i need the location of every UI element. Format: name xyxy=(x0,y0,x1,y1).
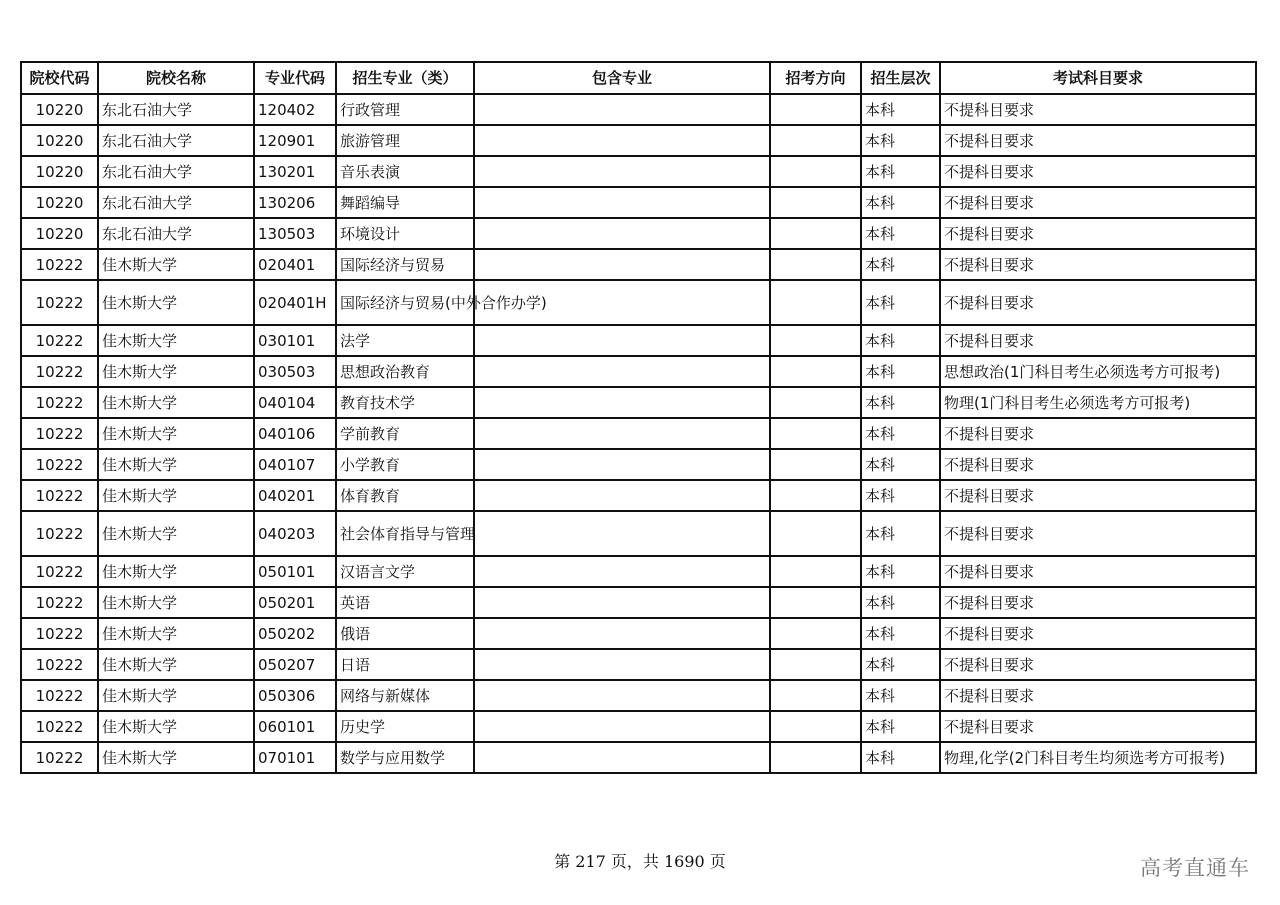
major-code-cell: 120402 xyxy=(254,94,336,125)
school-code-cell: 10222 xyxy=(21,449,98,480)
school-code-cell: 10222 xyxy=(21,356,98,387)
table-row xyxy=(21,742,1256,773)
school-name-cell: 东北石油大学 xyxy=(98,187,254,218)
included-majors-cell xyxy=(474,187,770,218)
subject-requirement-cell: 不提科目要求 xyxy=(940,556,1256,587)
school-code-cell: 10222 xyxy=(21,587,98,618)
watermark-logo-text: 高考直通车 xyxy=(1140,856,1250,880)
table-row xyxy=(21,680,1256,711)
school-code-cell: 10222 xyxy=(21,511,98,556)
direction-cell xyxy=(770,125,861,156)
included-majors-cell xyxy=(474,742,770,773)
level-cell: 本科 xyxy=(861,711,940,742)
school-code-cell: 10222 xyxy=(21,680,98,711)
included-majors-cell xyxy=(474,325,770,356)
level-cell: 本科 xyxy=(861,125,940,156)
school-code-cell: 10220 xyxy=(21,94,98,125)
table-row xyxy=(21,218,1256,249)
school-name-cell: 东北石油大学 xyxy=(98,94,254,125)
school-name-cell: 佳木斯大学 xyxy=(98,711,254,742)
major-name-cell: 数学与应用数学 xyxy=(336,742,474,773)
table-row xyxy=(21,387,1256,418)
school-code-cell: 10222 xyxy=(21,249,98,280)
school-name-cell: 东北石油大学 xyxy=(98,218,254,249)
included-majors-cell xyxy=(474,156,770,187)
school-name-cell: 东北石油大学 xyxy=(98,125,254,156)
direction-cell xyxy=(770,418,861,449)
direction-cell xyxy=(770,649,861,680)
major-code-cell: 020401 xyxy=(254,249,336,280)
school-code-cell: 10222 xyxy=(21,280,98,325)
included-majors-cell xyxy=(474,556,770,587)
included-majors-cell xyxy=(474,387,770,418)
major-name-cell: 舞蹈编导 xyxy=(336,187,474,218)
major-code-cell: 050207 xyxy=(254,649,336,680)
table-row xyxy=(21,480,1256,511)
table-row xyxy=(21,125,1256,156)
school-name-cell: 东北石油大学 xyxy=(98,156,254,187)
school-name-cell: 佳木斯大学 xyxy=(98,587,254,618)
direction-cell xyxy=(770,156,861,187)
table-row xyxy=(21,356,1256,387)
included-majors-cell xyxy=(474,356,770,387)
major-name-cell: 旅游管理 xyxy=(336,125,474,156)
included-majors-cell xyxy=(474,249,770,280)
school-code-cell: 10222 xyxy=(21,325,98,356)
school-code-cell: 10222 xyxy=(21,618,98,649)
major-code-cell: 040104 xyxy=(254,387,336,418)
table-row xyxy=(21,618,1256,649)
major-code-cell: 130201 xyxy=(254,156,336,187)
direction-cell xyxy=(770,556,861,587)
level-cell: 本科 xyxy=(861,680,940,711)
major-code-cell: 020401H xyxy=(254,280,336,325)
major-code-cell: 050202 xyxy=(254,618,336,649)
level-cell: 本科 xyxy=(861,587,940,618)
subject-requirement-cell: 不提科目要求 xyxy=(940,125,1256,156)
major-code-cell: 130206 xyxy=(254,187,336,218)
major-code-cell: 030503 xyxy=(254,356,336,387)
major-code-cell: 050201 xyxy=(254,587,336,618)
header-row xyxy=(21,62,1256,94)
major-code-cell: 070101 xyxy=(254,742,336,773)
table-row xyxy=(21,649,1256,680)
level-cell: 本科 xyxy=(861,418,940,449)
subject-requirement-cell: 物理,化学(2门科目考生均须选考方可报考) xyxy=(940,742,1256,773)
admission-table xyxy=(20,61,1257,774)
included-majors-cell xyxy=(474,511,770,556)
school-name-cell: 佳木斯大学 xyxy=(98,418,254,449)
major-name-cell: 学前教育 xyxy=(336,418,474,449)
school-code-cell: 10222 xyxy=(21,556,98,587)
major-code-cell: 040201 xyxy=(254,480,336,511)
included-majors-cell xyxy=(474,618,770,649)
major-name-cell: 日语 xyxy=(336,649,474,680)
major-name-cell: 英语 xyxy=(336,587,474,618)
direction-cell xyxy=(770,356,861,387)
direction-cell xyxy=(770,325,861,356)
school-name-cell: 佳木斯大学 xyxy=(98,280,254,325)
table-row xyxy=(21,418,1256,449)
major-code-cell: 060101 xyxy=(254,711,336,742)
school-name-cell: 佳木斯大学 xyxy=(98,618,254,649)
major-code-cell: 040203 xyxy=(254,511,336,556)
major-name-cell: 思想政治教育 xyxy=(336,356,474,387)
table-row xyxy=(21,711,1256,742)
included-majors-cell xyxy=(474,125,770,156)
table-row xyxy=(21,587,1256,618)
subject-requirement-cell: 物理(1门科目考生必须选考方可报考) xyxy=(940,387,1256,418)
included-majors-cell xyxy=(474,649,770,680)
major-code-cell: 130503 xyxy=(254,218,336,249)
level-cell: 本科 xyxy=(861,280,940,325)
level-cell: 本科 xyxy=(861,356,940,387)
subject-requirement-cell: 不提科目要求 xyxy=(940,187,1256,218)
school-name-cell: 佳木斯大学 xyxy=(98,449,254,480)
subject-requirement-cell: 不提科目要求 xyxy=(940,680,1256,711)
direction-cell xyxy=(770,742,861,773)
subject-requirement-cell: 不提科目要求 xyxy=(940,449,1256,480)
major-code-cell: 050306 xyxy=(254,680,336,711)
included-majors-cell xyxy=(474,449,770,480)
level-cell: 本科 xyxy=(861,218,940,249)
subject-requirement-cell: 不提科目要求 xyxy=(940,711,1256,742)
school-code-cell: 10222 xyxy=(21,387,98,418)
level-cell: 本科 xyxy=(861,249,940,280)
level-cell: 本科 xyxy=(861,156,940,187)
major-name-cell: 历史学 xyxy=(336,711,474,742)
school-code-cell: 10220 xyxy=(21,156,98,187)
subject-requirement-cell: 不提科目要求 xyxy=(940,511,1256,556)
major-name-cell: 小学教育 xyxy=(336,449,474,480)
level-cell: 本科 xyxy=(861,618,940,649)
major-code-cell: 120901 xyxy=(254,125,336,156)
table-row xyxy=(21,156,1256,187)
table-row xyxy=(21,511,1256,556)
school-code-cell: 10222 xyxy=(21,711,98,742)
subject-requirement-cell: 不提科目要求 xyxy=(940,587,1256,618)
direction-cell xyxy=(770,511,861,556)
school-name-cell: 佳木斯大学 xyxy=(98,680,254,711)
level-cell: 本科 xyxy=(861,325,940,356)
included-majors-cell xyxy=(474,711,770,742)
major-name-cell: 环境设计 xyxy=(336,218,474,249)
direction-cell xyxy=(770,480,861,511)
included-majors-cell xyxy=(474,218,770,249)
direction-cell xyxy=(770,618,861,649)
header-level: 招生层次 xyxy=(861,62,940,94)
school-code-cell: 10222 xyxy=(21,480,98,511)
major-name-cell: 行政管理 xyxy=(336,94,474,125)
table-body xyxy=(21,94,1256,773)
subject-requirement-cell: 不提科目要求 xyxy=(940,325,1256,356)
school-code-cell: 10222 xyxy=(21,742,98,773)
major-name-cell: 体育教育 xyxy=(336,480,474,511)
major-code-cell: 030101 xyxy=(254,325,336,356)
subject-requirement-cell: 不提科目要求 xyxy=(940,94,1256,125)
direction-cell xyxy=(770,249,861,280)
subject-requirement-cell: 不提科目要求 xyxy=(940,218,1256,249)
included-majors-cell xyxy=(474,94,770,125)
level-cell: 本科 xyxy=(861,187,940,218)
direction-cell xyxy=(770,587,861,618)
school-code-cell: 10222 xyxy=(21,649,98,680)
level-cell: 本科 xyxy=(861,511,940,556)
header-school-code: 院校代码 xyxy=(21,62,98,94)
table-row xyxy=(21,325,1256,356)
school-name-cell: 佳木斯大学 xyxy=(98,325,254,356)
major-name-cell: 国际经济与贸易(中外合作办学) xyxy=(336,280,474,325)
major-name-cell: 俄语 xyxy=(336,618,474,649)
school-name-cell: 佳木斯大学 xyxy=(98,356,254,387)
subject-requirement-cell: 不提科目要求 xyxy=(940,649,1256,680)
included-majors-cell xyxy=(474,418,770,449)
school-name-cell: 佳木斯大学 xyxy=(98,249,254,280)
major-code-cell: 050101 xyxy=(254,556,336,587)
direction-cell xyxy=(770,218,861,249)
school-code-cell: 10220 xyxy=(21,218,98,249)
major-name-cell: 国际经济与贸易 xyxy=(336,249,474,280)
subject-requirement-cell: 不提科目要求 xyxy=(940,480,1256,511)
table-row xyxy=(21,556,1256,587)
level-cell: 本科 xyxy=(861,649,940,680)
subject-requirement-cell: 不提科目要求 xyxy=(940,618,1256,649)
major-code-cell: 040107 xyxy=(254,449,336,480)
major-name-cell: 法学 xyxy=(336,325,474,356)
header-included-majors: 包含专业 xyxy=(474,62,770,94)
direction-cell xyxy=(770,387,861,418)
table-row xyxy=(21,187,1256,218)
level-cell: 本科 xyxy=(861,556,940,587)
header-subject-requirement: 考试科目要求 xyxy=(940,62,1256,94)
included-majors-cell xyxy=(474,680,770,711)
direction-cell xyxy=(770,680,861,711)
level-cell: 本科 xyxy=(861,449,940,480)
level-cell: 本科 xyxy=(861,94,940,125)
major-name-cell: 网络与新媒体 xyxy=(336,680,474,711)
major-name-cell: 汉语言文学 xyxy=(336,556,474,587)
included-majors-cell xyxy=(474,587,770,618)
school-name-cell: 佳木斯大学 xyxy=(98,742,254,773)
direction-cell xyxy=(770,280,861,325)
subject-requirement-cell: 不提科目要求 xyxy=(940,280,1256,325)
header-direction: 招考方向 xyxy=(770,62,861,94)
school-name-cell: 佳木斯大学 xyxy=(98,556,254,587)
table-row xyxy=(21,94,1256,125)
school-code-cell: 10220 xyxy=(21,125,98,156)
level-cell: 本科 xyxy=(861,387,940,418)
table-row xyxy=(21,449,1256,480)
level-cell: 本科 xyxy=(861,742,940,773)
direction-cell xyxy=(770,94,861,125)
subject-requirement-cell: 不提科目要求 xyxy=(940,249,1256,280)
major-name-cell: 社会体育指导与管理 xyxy=(336,511,474,556)
direction-cell xyxy=(770,449,861,480)
school-name-cell: 佳木斯大学 xyxy=(98,480,254,511)
subject-requirement-cell: 思想政治(1门科目考生必须选考方可报考) xyxy=(940,356,1256,387)
page-number: 第 217 页，共 1690 页 xyxy=(554,852,726,871)
major-name-cell: 音乐表演 xyxy=(336,156,474,187)
major-name-cell: 教育技术学 xyxy=(336,387,474,418)
school-code-cell: 10220 xyxy=(21,187,98,218)
table-row xyxy=(21,280,1256,325)
direction-cell xyxy=(770,187,861,218)
school-code-cell: 10222 xyxy=(21,418,98,449)
school-name-cell: 佳木斯大学 xyxy=(98,511,254,556)
included-majors-cell xyxy=(474,480,770,511)
subject-requirement-cell: 不提科目要求 xyxy=(940,418,1256,449)
subject-requirement-cell: 不提科目要求 xyxy=(940,156,1256,187)
school-name-cell: 佳木斯大学 xyxy=(98,649,254,680)
major-code-cell: 040106 xyxy=(254,418,336,449)
table-row xyxy=(21,249,1256,280)
header-major-code: 专业代码 xyxy=(254,62,336,94)
school-name-cell: 佳木斯大学 xyxy=(98,387,254,418)
level-cell: 本科 xyxy=(861,480,940,511)
header-major-name: 招生专业（类） xyxy=(336,62,474,94)
header-school-name: 院校名称 xyxy=(98,62,254,94)
direction-cell xyxy=(770,711,861,742)
